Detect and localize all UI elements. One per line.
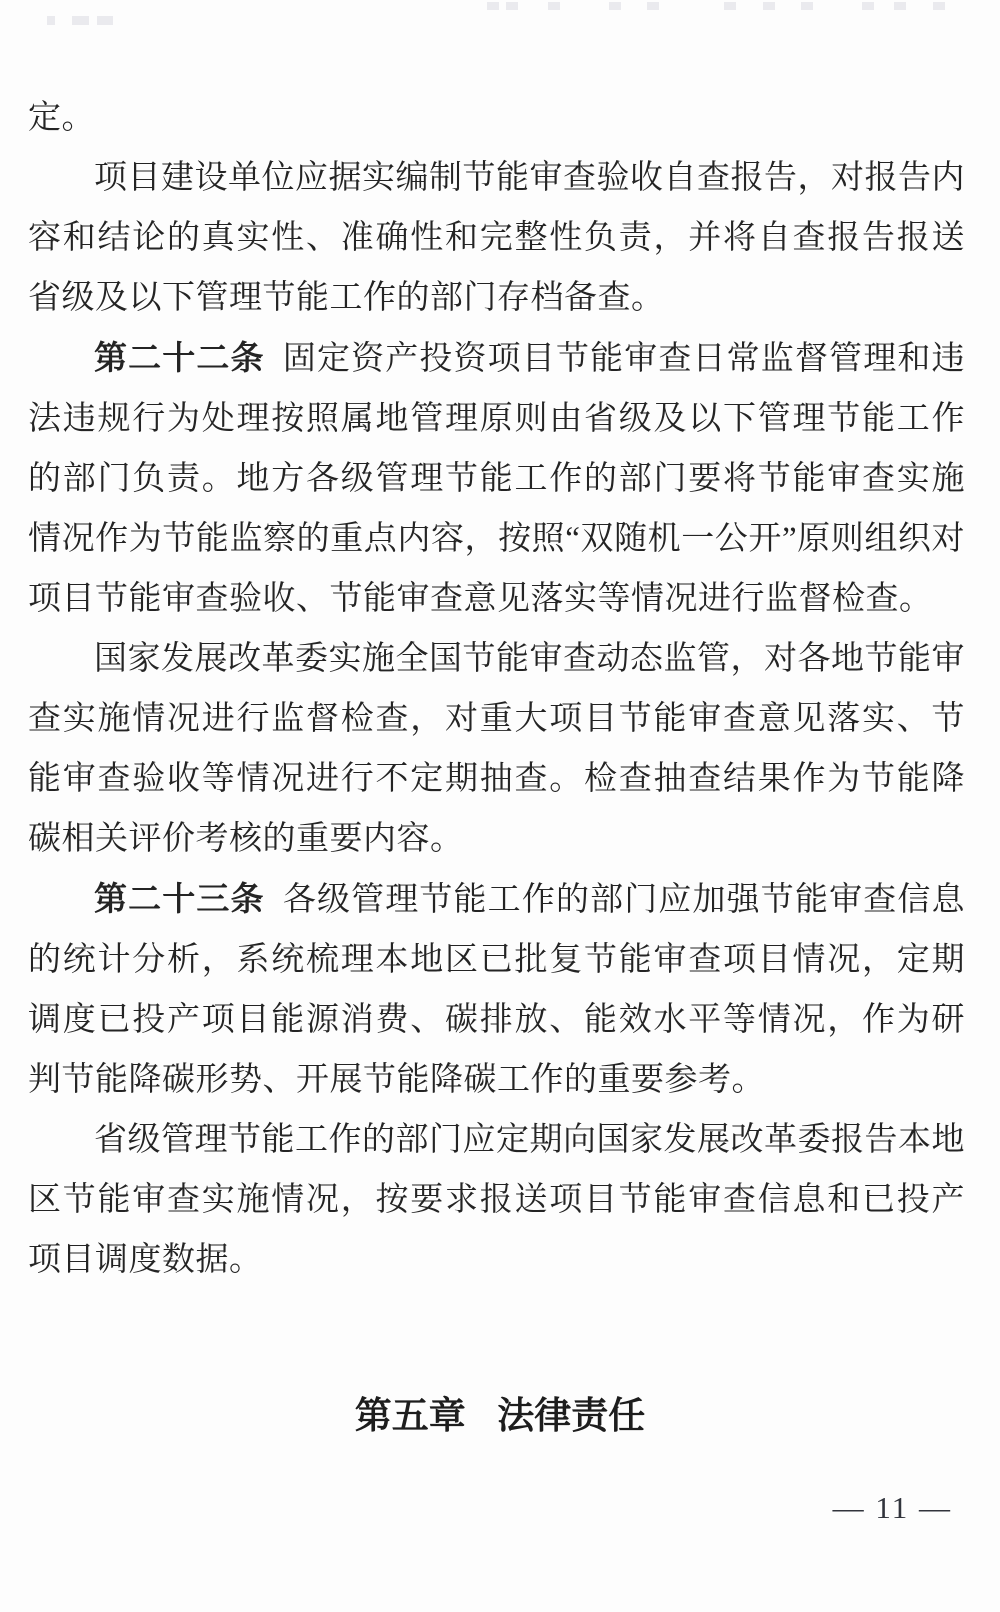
- scan-artifact: [72, 16, 89, 25]
- paragraph-ndrc-supervision: 国家发展改革委实施全国节能审查动态监管，对各地节能审查实施情况进行监督检查，对重大项目节能审查意见落实、节能审查验收等情况进行不定期抽查。检查抽查结果作为节能降碳相关评价考核的重要内容。: [28, 641, 965, 857]
- chapter-title: 法律责任: [497, 1395, 646, 1436]
- scan-artifact: [548, 2, 560, 10]
- scan-artifact: [801, 2, 813, 10]
- article-22-text: 固定资产投资项目节能审查日常监督管理和违法违规行为处理按照属地管理原则由省级及以下管理节能工作的部门负责。地方各级管理节能工作的部门要将节能审查实施情况作为节能监察的重点内容，按照“双随机一公开”原则组织对项目节能审查验收、节能审查意见落实等情况进行监督检查。: [28, 341, 966, 617]
- scan-artifact: [724, 2, 736, 10]
- paragraph-article-23: [28, 869, 965, 1110]
- scan-artifact: [97, 16, 113, 25]
- scan-artifact: [647, 2, 659, 10]
- document-body: [28, 88, 965, 1290]
- chapter-heading: [0, 1392, 1000, 1440]
- paragraph-article-22: [28, 328, 965, 629]
- scan-artifact: [47, 16, 55, 25]
- page-number: — 11 —: [832, 1490, 952, 1525]
- paragraph-continuation: 定。: [28, 100, 95, 136]
- article-23-text: 各级管理节能工作的部门应加强节能审查信息的统计分析，系统梳理本地区已批复节能审查项目情况，定期调度已投产项目能源消费、碳排放、能效水平等情况，作为研判节能降碳形势、开展节能降碳工作的重要参考。: [28, 882, 966, 1098]
- article-22-label: 第二十二条: [94, 339, 265, 376]
- paragraph-provincial-report: 省级管理节能工作的部门应定期向国家发展改革委报告本地区节能审查实施情况，按要求报送项目节能审查信息和已投产项目调度数据。: [28, 1122, 965, 1278]
- scan-artifact: [763, 2, 775, 10]
- article-23-label: 第二十三条: [94, 880, 265, 917]
- scan-artifact: [506, 2, 518, 10]
- scan-artifact: [862, 2, 874, 10]
- chapter-number: 第五章: [354, 1395, 466, 1436]
- scan-artifact: [933, 2, 945, 10]
- scan-artifact: [894, 2, 906, 10]
- scan-artifact: [487, 2, 499, 10]
- scan-artifact: [609, 2, 621, 10]
- paragraph-self-check-report: 项目建设单位应据实编制节能审查验收自查报告，对报告内容和结论的真实性、准确性和完整性负责，并将自查报告报送省级及以下管理节能工作的部门存档备查。: [28, 160, 965, 316]
